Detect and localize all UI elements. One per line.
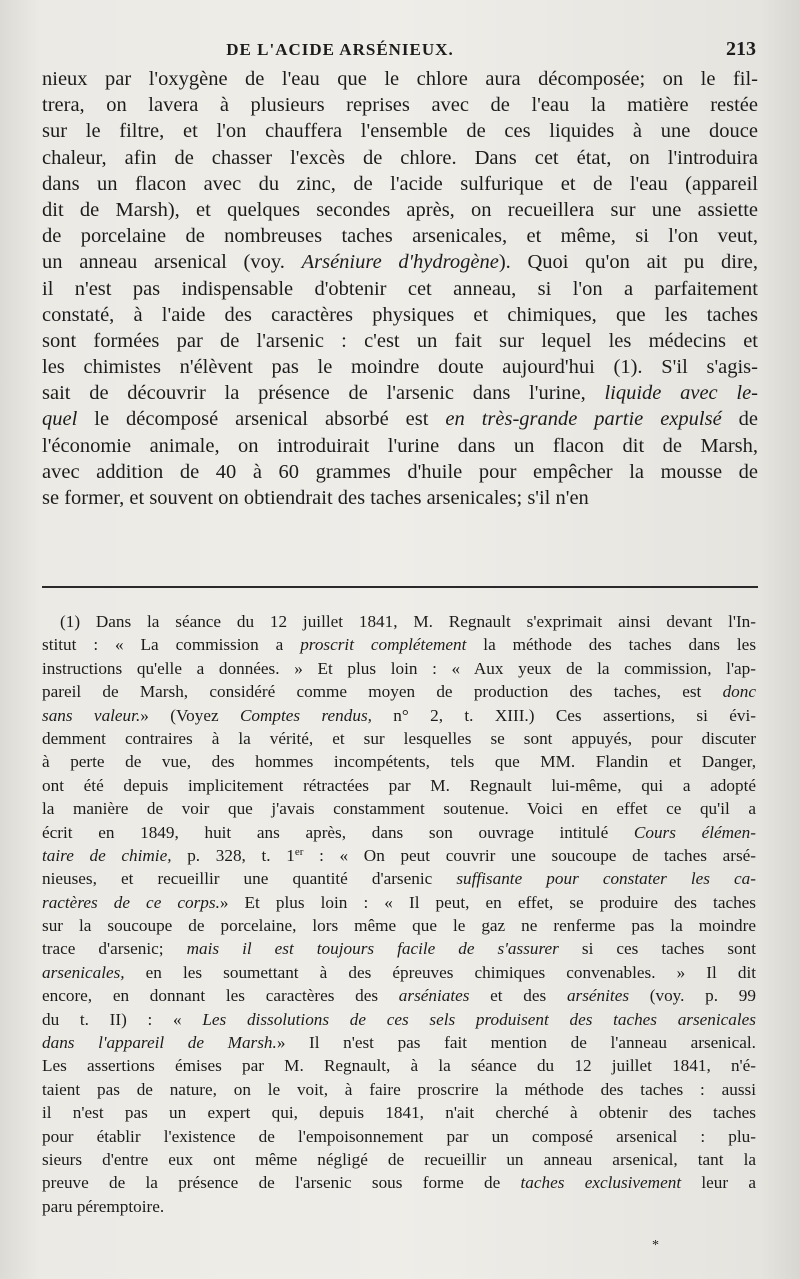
footnote-line [42, 914, 756, 937]
footnote-text: proscrit complétement [300, 635, 467, 655]
page-number: 213 [726, 38, 756, 60]
body-text: liquide avec le- [604, 382, 759, 405]
body-text: chaleur, afin de chasser l'excès de chlore. Dans cet état, on l'introduira [42, 146, 758, 169]
footnote-line [42, 1008, 756, 1031]
body-text: avec addition de 40 à 60 grammes d'huile pour empêcher la mousse de [42, 460, 758, 483]
footnote-text: ont été depuis implicitement rétractées par M. Regnault lui-même, qui a adopté [42, 775, 756, 795]
footnote-text: stitut : « La commission a [42, 635, 301, 655]
body-line [42, 197, 758, 223]
footnote-line [42, 633, 756, 656]
footnote-line [42, 844, 756, 867]
footnote-text: » Il n'est pas fait mention de l'anneau arsenical. [276, 1033, 756, 1053]
body-text: quel [42, 408, 78, 431]
footnote-text: arsenicales, [42, 962, 125, 982]
footnote-text: er [294, 845, 304, 858]
footnote-line [42, 1171, 756, 1194]
footnote-text: ractères de ce corps. [42, 892, 220, 912]
body-line [42, 145, 758, 171]
body-text: l'économie animale, on introduirait l'urine dans un flacon dit de Marsh, [42, 434, 758, 457]
body-line [42, 171, 758, 197]
body-text: sont formées par de l'arsenic : c'est un fait sur lequel les médecins et [42, 329, 758, 352]
footnote-text: arsénites [566, 986, 630, 1006]
footnote-text: nieuses, et recueillir une quantité d'arsenic [42, 869, 457, 889]
footnote-line [42, 680, 756, 703]
footnote-text: mais il est toujours facile de s'assurer [186, 939, 559, 959]
body-line [42, 66, 758, 92]
footnote-text: pareil de Marsh, considéré comme moyen de production des taches, est [42, 682, 723, 702]
footnote-text: arséniates [398, 986, 470, 1006]
footnote-text: demment contraires à la vérité, et sur lesquelles se sont appuyés, pour discuter [42, 728, 756, 748]
footnote-text: en les soumettant à des épreuves chimiques convenables. » Il dit [124, 962, 756, 982]
footnote-line [42, 657, 756, 680]
footnote-line [42, 961, 756, 984]
running-head [40, 38, 760, 66]
main-text [42, 66, 758, 511]
body-text: se former, et souvent on obtiendrait des taches arsenicales; s'il n'en [42, 487, 589, 509]
footnote-text: taches exclusivement [520, 1173, 682, 1193]
footnote-text: leur a [681, 1173, 757, 1193]
body-line [42, 406, 758, 432]
footnote-rule [42, 586, 758, 588]
body-text: il n'est pas indispensable d'obtenir cet anneau, si l'on a parfaitement [42, 277, 758, 300]
footnote-text: Cours élémen- [633, 822, 756, 842]
footnote-text: si ces taches sont [558, 939, 756, 959]
footnote-text: taire de chimie, [42, 845, 172, 865]
footnote-line [42, 1101, 756, 1124]
footnote-line [42, 1031, 756, 1054]
footnote-text: sans valeur. [42, 705, 141, 725]
footnote-line [42, 937, 756, 960]
footnote-text: écrit en 1849, huit ans après, dans son ouvrage intitulé [42, 822, 634, 842]
body-text: le décomposé arsenical absorbé est [77, 408, 446, 431]
body-text: en très-grande partie expulsé [445, 408, 722, 431]
footnote-text: : « On peut couvrir une soucoupe de taches arsé- [303, 845, 756, 865]
body-line [42, 459, 758, 485]
footnote-text: encore, en donnant les caractères des [42, 986, 399, 1006]
running-title: DE L'ACIDE ARSÉNIEUX. [226, 40, 454, 59]
body-line [42, 380, 758, 406]
signature-mark: * [652, 1238, 659, 1253]
footnote-line [42, 610, 756, 633]
body-text: trera, on lavera à plusieurs reprises avec de l'eau la matière restée [42, 94, 758, 117]
footnote-text: suffisante pour constater les ca- [456, 869, 756, 889]
body-line [42, 118, 758, 144]
footnote-line [42, 867, 756, 890]
footnote-line [42, 727, 756, 750]
footnote-line [42, 774, 756, 797]
footnote-line [42, 984, 756, 1007]
body-line [42, 302, 758, 328]
footnote-text: n° 2, t. XIII.) Ces assertions, si évi- [371, 705, 756, 725]
body-line [42, 328, 758, 354]
body-text: dit de Marsh), et quelques secondes après, on recueillera sur une assiette [42, 198, 758, 221]
footnote-text: pour établir l'existence de l'empoisonnement par un composé arsenical : plu- [42, 1126, 756, 1146]
footnote-line [42, 1148, 756, 1171]
body-text: de porcelaine de nombreuses taches arsenicales, et même, si l'on veut, [42, 225, 758, 248]
footnote-text: taient pas de nature, on le voit, à faire proscrire la méthode des taches : aussi [42, 1079, 756, 1099]
footnote-text: donc [722, 682, 756, 702]
footnote-line [42, 1195, 756, 1218]
body-line [42, 223, 758, 249]
footnote-line [42, 1054, 756, 1077]
footnote-text: (1) Dans la séance du 12 juillet 1841, M. Regnault s'exprimait ainsi devant l'In- [60, 612, 756, 631]
footnote-line [42, 1078, 756, 1101]
footnote-text: » Et plus loin : « Il peut, en effet, se produire des taches [219, 892, 756, 912]
body-text: dans un flacon avec du zinc, de l'acide sulfurique et de l'eau (appareil [42, 172, 758, 195]
footnote-text: sur la soucoupe de porcelaine, lors même que le gaz ne renferme pas la moindre [42, 916, 756, 936]
body-line [42, 354, 758, 380]
footnote-line [42, 1125, 756, 1148]
footnote-text: Comptes rendus, [239, 705, 372, 725]
footnote-text: p. 328, t. 1 [171, 845, 295, 865]
body-line [42, 276, 758, 302]
footnote-text: et des [469, 986, 567, 1006]
footnote-line [42, 704, 756, 727]
footnote-text: la manière de voir que j'avais constamment soutenue. Voici en effet ce qu'il a [42, 799, 756, 819]
body-text: sur le filtre, et l'on chauffera l'ensemble de ces liquides à une douce [42, 120, 758, 143]
footnote-text: paru péremptoire. [42, 1196, 165, 1216]
body-text: nieux par l'oxygène de l'eau que le chlore aura décomposée; on le fil- [42, 68, 758, 90]
body-line [42, 485, 758, 511]
body-text: les chimistes n'élèvent pas le moindre doute aujourd'hui (1). S'il s'agis- [42, 356, 758, 379]
footnote-line [42, 821, 756, 844]
body-text: constaté, à l'aide des caractères physiques et chimiques, que les taches [42, 303, 758, 326]
body-text: sait de découvrir la présence de l'arsenic dans l'urine, [42, 382, 605, 405]
footnote-text: il n'est pas un expert qui, depuis 1841, n'ait cherché à obtenir des taches [42, 1103, 756, 1123]
footnote-text: Les assertions émises par M. Regnault, à la séance du 12 juillet 1841, n'é- [42, 1056, 756, 1076]
footnote-text: » (Voyez [140, 705, 240, 725]
footnote-text: sieurs d'entre eux ont même négligé de recueillir un anneau arsenical, tant la [42, 1149, 756, 1169]
footnote-text: preuve de la présence de l'arsenic sous forme de [42, 1173, 521, 1193]
body-text: de [721, 408, 758, 431]
footnote-text: la méthode des taches dans les [466, 635, 757, 655]
footnote-text: trace d'arsenic; [42, 939, 187, 959]
footnote-text: (voy. p. 99 [629, 986, 756, 1006]
body-line [42, 433, 758, 459]
footnote-text: instructions qu'elle a données. » Et plus loin : « Aux yeux de la commission, l'ap- [42, 658, 756, 678]
footnote-text: à perte de vue, des hommes incompétents, tels que MM. Flandin et Danger, [42, 752, 756, 772]
body-line [42, 92, 758, 118]
footnote-line [42, 797, 756, 820]
body-text: un anneau arsenical (voy. [42, 251, 302, 274]
footnote-text: du t. II) : « [42, 1009, 203, 1029]
footnote-text: dans l'appareil de Marsh. [42, 1033, 277, 1053]
footnote-text: Les dissolutions de ces sels produisent des taches arsenicales [202, 1009, 756, 1029]
body-text: ). Quoi qu'on ait pu dire, [498, 251, 758, 274]
footnote [42, 610, 756, 1218]
footnote-line [42, 891, 756, 914]
body-text: Arséniure d'hydrogène [301, 251, 499, 274]
body-line [42, 249, 758, 275]
footnote-line [42, 750, 756, 773]
